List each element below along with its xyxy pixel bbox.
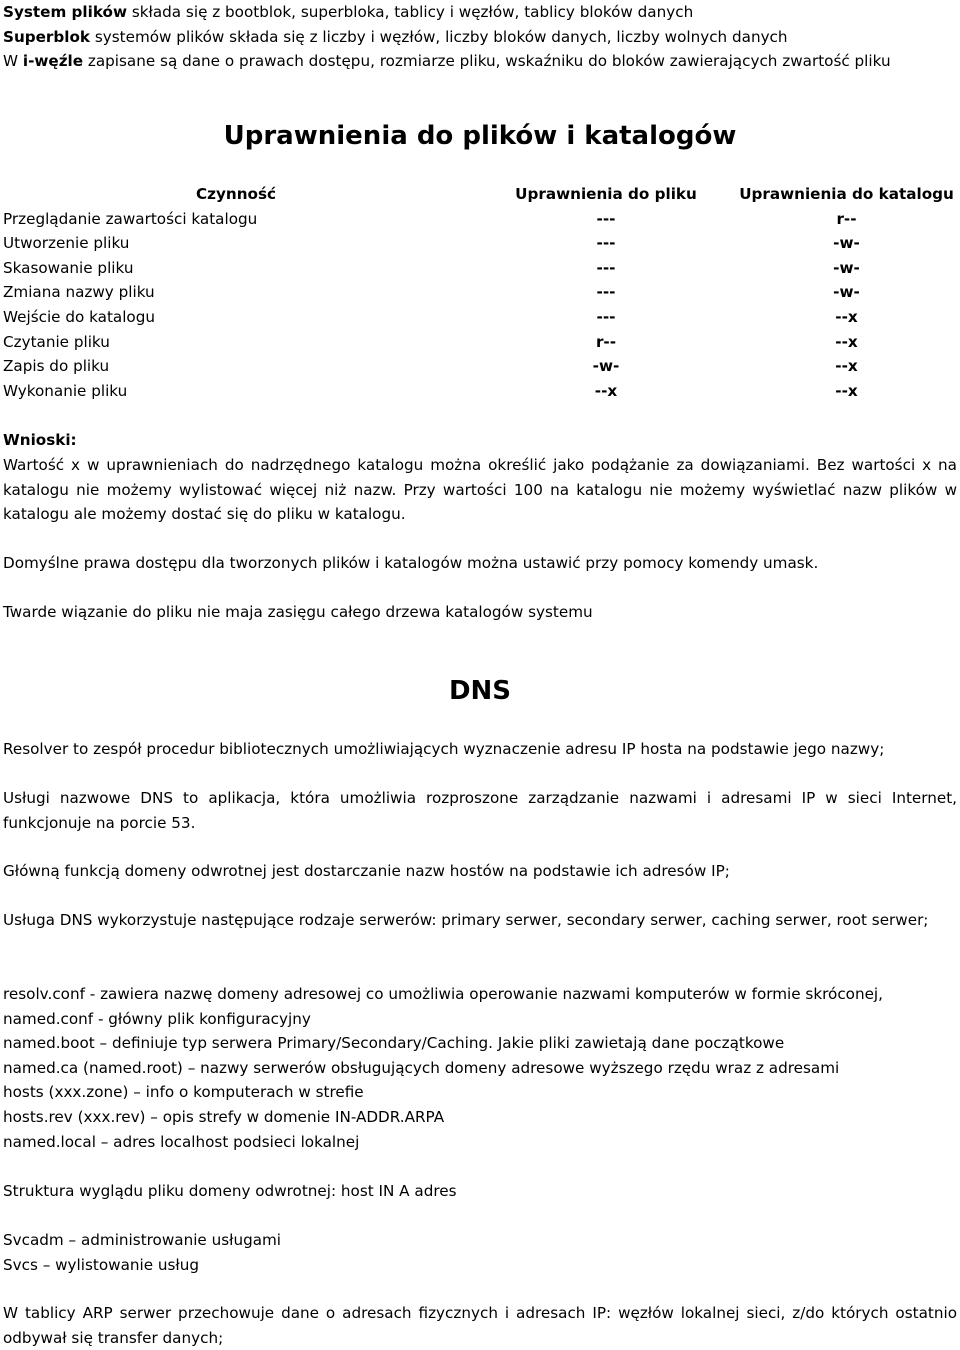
row-file-perm: --- bbox=[596, 234, 616, 253]
row-file-perm: --- bbox=[596, 307, 616, 326]
svc-commands bbox=[3, 1228, 957, 1277]
row-action: Zmiana nazwy pliku bbox=[3, 283, 155, 302]
intro-line-1-text: składa się z bootblok, superbloka, tablicy i węzłów, tablicy bloków danych bbox=[127, 3, 694, 21]
row-dir-perm: -w- bbox=[833, 258, 860, 277]
list-item: resolv.conf - zawiera nazwę domeny adresowej co umożliwia operowanie nazwami komputerów w formie skróconej, bbox=[3, 985, 883, 1003]
dns-paragraph-resolver: Resolver to zespół procedur bibliotecznych umożliwiających wyznaczenie adresu IP hosta na podstawie jego nazwy; bbox=[3, 740, 885, 758]
row-dir-perm: r-- bbox=[836, 209, 857, 228]
intro-line-2 bbox=[3, 25, 953, 50]
row-file-perm: --x bbox=[594, 381, 618, 400]
conclusions-paragraph-2: Domyślne prawa dostępu dla tworzonych plików i katalogów można ustawić przy pomocy komendy umask. bbox=[3, 554, 819, 572]
permissions-heading: Uprawnienia do plików i katalogów bbox=[223, 121, 737, 151]
row-file-perm: --- bbox=[596, 283, 616, 302]
row-dir-perm: --x bbox=[835, 307, 858, 326]
list-item: named.boot – definiuje typ serwera Primary/Secondary/Caching. Jakie pliki zawietają dane początkowe bbox=[3, 1034, 785, 1053]
table-row bbox=[3, 305, 958, 330]
intro-block bbox=[3, 0, 953, 74]
row-action: Czytanie pliku bbox=[3, 332, 110, 351]
row-dir-perm: -w- bbox=[833, 283, 860, 302]
dns-heading: DNS bbox=[448, 676, 512, 706]
header-dir-perm: Uprawnienia do katalogu bbox=[739, 185, 954, 203]
list-item: hosts.rev (xxx.rev) – opis strefy w domenie IN-ADDR.ARPA bbox=[3, 1107, 445, 1126]
list-item: Svcs – wylistowanie usług bbox=[3, 1255, 200, 1274]
dns-paragraph-arp: W tablicy ARP serwer przechowuje dane o adresach fizycznych i adresach IP: węzłów lokalnej sieci, z/do których ostatnio odbywał się transfer danych; bbox=[3, 1304, 957, 1347]
row-dir-perm: --x bbox=[835, 381, 858, 400]
term-i-wezle: i-węźle bbox=[22, 52, 84, 71]
dns-config-files bbox=[3, 982, 957, 1154]
row-file-perm: --- bbox=[596, 258, 616, 277]
intro-line-1 bbox=[3, 0, 953, 25]
row-action: Wejście do katalogu bbox=[3, 307, 155, 326]
table-row bbox=[3, 354, 958, 379]
permissions-table bbox=[3, 182, 958, 403]
conclusions-paragraph-1: Wartość x w uprawnieniach do nadrzędnego katalogu można określić jako podążanie za dowiązaniami. Bez wartości x na katalogu nie możemy wylistować więcej niż nazw. Przy wartości 100 na katalogu nie możemy wyświetlać nazw plików w katalogu ale możemy dostać się do pliku w katalogu. bbox=[3, 456, 957, 524]
table-row bbox=[3, 379, 958, 404]
intro-line-3 bbox=[3, 49, 953, 74]
row-action: Skasowanie pliku bbox=[3, 258, 134, 277]
table-row bbox=[3, 207, 958, 232]
row-dir-perm: -w- bbox=[833, 234, 860, 253]
row-action: Wykonanie pliku bbox=[3, 381, 128, 400]
table-row bbox=[3, 231, 958, 256]
row-action: Zapis do pliku bbox=[3, 357, 110, 376]
header-action: Czynność bbox=[196, 185, 276, 203]
table-header-row bbox=[3, 182, 958, 207]
row-action: Utworzenie pliku bbox=[3, 234, 130, 253]
row-file-perm: --- bbox=[596, 209, 616, 228]
dns-paragraph-services: Usługi nazwowe DNS to aplikacja, która umożliwia rozproszone zarządzanie nazwami i adresami IP w sieci Internet, funkcjonuje na porcie 53. bbox=[3, 789, 957, 832]
intro-line-3-pre: W bbox=[3, 52, 23, 71]
table-row bbox=[3, 280, 958, 305]
intro-line-2-text: systemów plików składa się z liczby i węzłów, liczby bloków danych, liczby wolnych danych bbox=[90, 27, 788, 46]
header-file-perm: Uprawnienia do pliku bbox=[515, 185, 697, 203]
term-system-plikow: System plików bbox=[3, 3, 127, 21]
list-item: named.ca (named.root) – nazwy serwerów obsługujących domeny adresowe wyższego rzędu wraz z adresami bbox=[3, 1058, 840, 1077]
list-item: hosts (xxx.zone) – info o komputerach w strefie bbox=[3, 1083, 364, 1102]
list-item: Svcadm – administrowanie usługami bbox=[3, 1231, 282, 1249]
term-superblok: Superblok bbox=[3, 27, 91, 46]
row-file-perm: r-- bbox=[595, 332, 617, 351]
row-action: Przeglądanie zawartości katalogu bbox=[3, 209, 258, 228]
row-file-perm: -w- bbox=[592, 357, 620, 376]
row-dir-perm: --x bbox=[835, 332, 858, 351]
list-item: named.local – adres localhost podsieci lokalnej bbox=[3, 1132, 360, 1151]
conclusions-label: Wnioski: bbox=[3, 431, 77, 449]
list-item: named.conf - główny plik konfiguracyjny bbox=[3, 1009, 311, 1028]
intro-line-3-text: zapisane są dane o prawach dostępu, rozmiarze pliku, wskaźniku do bloków zawierających zwartość pliku bbox=[83, 52, 891, 71]
dns-paragraph-reverse: Główną funkcją domeny odwrotnej jest dostarczanie nazw hostów na podstawie ich adresów IP; bbox=[3, 862, 730, 880]
conclusions-paragraph-3: Twarde wiązanie do pliku nie maja zasięgu całego drzewa katalogów systemu bbox=[3, 603, 593, 621]
table-row bbox=[3, 256, 958, 281]
dns-paragraph-servers: Usługa DNS wykorzystuje następujące rodzaje serwerów: primary serwer, secondary serwer, caching serwer, root serwer; bbox=[3, 911, 929, 929]
row-dir-perm: --x bbox=[835, 357, 858, 376]
dns-paragraph-structure: Struktura wyglądu pliku domeny odwrotnej: host IN A adres bbox=[3, 1182, 457, 1200]
table-row bbox=[3, 330, 958, 355]
